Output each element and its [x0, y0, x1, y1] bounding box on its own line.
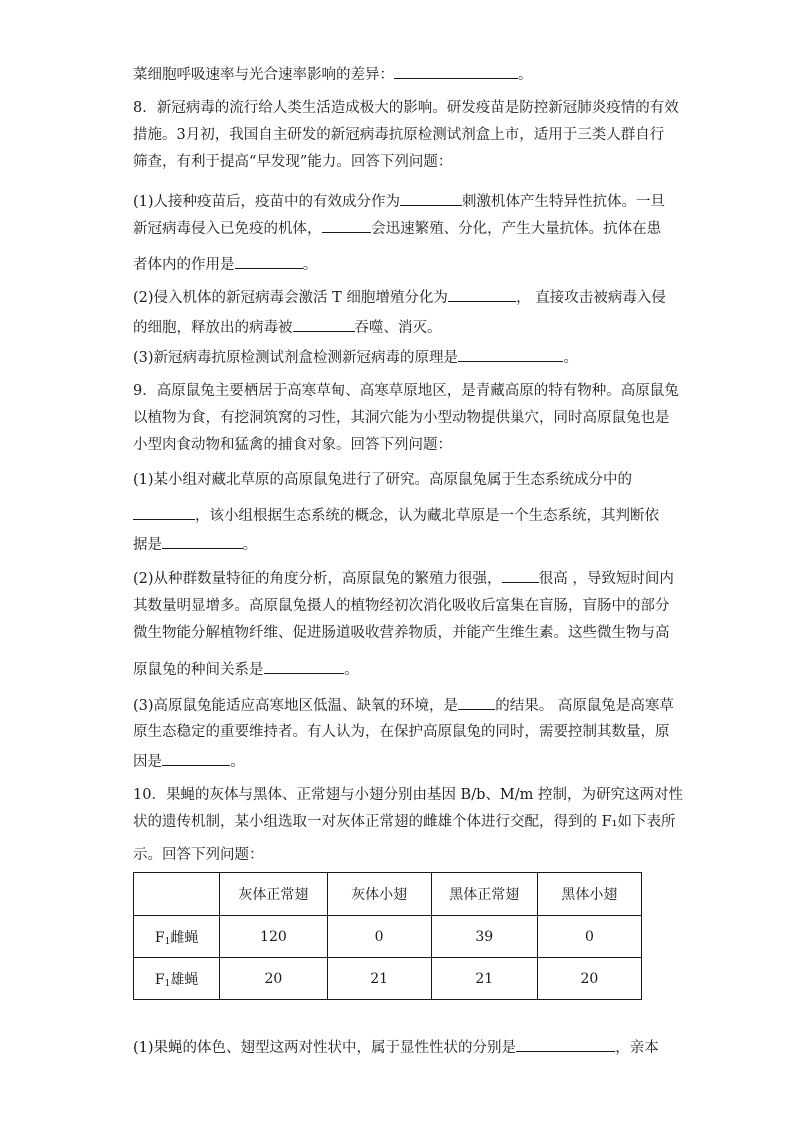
table-corner-cell: [134, 873, 220, 916]
text-line: [133, 505, 659, 526]
line-text: 者体内的作用是: [133, 257, 235, 273]
text-line: 其数量明显增多。高原鼠兔摄人的植物经初次消化吸收后富集在盲肠，盲肠中的部分: [133, 598, 670, 614]
answer-blank[interactable]: [162, 534, 243, 549]
text-line: [133, 534, 257, 555]
table-cell: 21: [327, 958, 431, 1000]
line-text: 。: [230, 754, 245, 770]
line-text: (2)侵入机体的新冠病毒会激活 T 细胞增殖分化为: [133, 290, 448, 306]
text-line: [133, 191, 665, 212]
line-text: (3)新冠病毒抗原检测试剂盒检测新冠病毒的原理是: [133, 350, 459, 366]
line-text: 的细胞，释放出的病毒被: [133, 320, 293, 336]
line-text: (1)果蝇的体色、翅型这两对性状中，属于显性性状的分别是: [133, 1040, 517, 1056]
text-line: [133, 568, 674, 589]
line-text: ，该小组根据生态系统的概念，认为藏北草原是一个生态系统，其判断依: [195, 508, 659, 524]
text-line: 小型肉食动物和猛禽的捕食对象。回答下列问题：: [133, 437, 452, 453]
answer-blank[interactable]: [264, 659, 345, 674]
text-line: [133, 254, 317, 275]
table-header-cell: 灰体小翅: [327, 873, 431, 916]
line-text: 。: [302, 257, 318, 273]
text-line: (1)某小组对藏北草原的高原鼠兔进行了研究。高原鼠兔属于生态系统成分中的: [133, 472, 633, 488]
table-header-cell: 灰体正常翅: [220, 873, 327, 916]
text-line: 微生物能分解植物纤维、促进肠道吸收营养物质，并能产生维生素。这些微生物与高: [133, 625, 670, 641]
line-text: 吞噬、消灭。: [354, 320, 442, 336]
text-line: [133, 64, 533, 85]
line-text: 菜细胞呼吸速率与光合速率影响的差异：: [133, 67, 394, 83]
text-line: 9．高原鼠兔主要栖居于高寒草甸、高寒草原地区，是青藏高原的特有物种。高原鼠兔: [133, 383, 679, 399]
answer-blank[interactable]: [394, 64, 518, 79]
text-line: [133, 317, 442, 338]
table-row: [134, 958, 642, 1000]
table-row: [134, 916, 642, 958]
table-cell: 20: [220, 958, 327, 1000]
line-text: 原鼠兔的种间关系是: [133, 662, 264, 678]
answer-blank[interactable]: [502, 568, 539, 583]
text-line: 示。回答下列问题：: [133, 847, 264, 863]
row-label-male: $F_1$雄蝇: [134, 958, 220, 1000]
line-text: (3)高原鼠兔能适应高寒地区低温、缺氧的环境，是: [133, 698, 459, 714]
text-line: 10．果蝇的灰体与黑体、正常翅与小翅分别由基因 B/b、M/m 控制，为研究这两对性: [133, 787, 683, 803]
text-line: 原生态稳定的重要维持者。有人认为，在保护高原鼠兔的同时，需要控制其数量，原: [133, 724, 670, 740]
line-text: (2)从种群数量特征的角度分析，高原鼠兔的繁殖力很强，: [133, 571, 502, 587]
text-line: 以植物为食，有挖洞筑窝的习性，其洞穴能为小型动物提供巢穴，同时高原鼠兔也是: [133, 410, 670, 426]
table-cell: 39: [431, 916, 537, 958]
table-header-row: [134, 873, 642, 916]
text-line: 状的遗传机制，某小组选取一对灰体正常翅的雌雄个体进行交配，得到的 F₁如下表所: [133, 814, 676, 830]
line-text: 。: [563, 350, 578, 366]
text-line: 筛查，有利于提高“早发现”能力。回答下列问题：: [133, 154, 453, 170]
answer-blank[interactable]: [400, 191, 462, 206]
text-line: [133, 695, 674, 716]
text-line: [133, 347, 578, 368]
line-text: 。: [242, 537, 258, 553]
line-text: 新冠病毒侵入已免疫的机体，: [133, 221, 322, 237]
line-text: 很高 ，导致短时间内: [538, 571, 674, 587]
line-text: (1)人接种疫苗后，疫苗中的有效成分作为: [133, 194, 401, 210]
text-line: 措施。3月初，我国自主研发的新冠病毒抗原检测试剂盒上市，适用于三类人群自行: [133, 127, 665, 143]
answer-blank[interactable]: [133, 505, 195, 520]
row-label-female: $F_1$雌蝇: [134, 916, 220, 958]
answer-blank[interactable]: [293, 317, 355, 332]
answer-blank[interactable]: [458, 695, 495, 710]
line-text: 据是: [133, 537, 162, 553]
line-text: 因是: [133, 754, 162, 770]
f1-results-table: [133, 872, 642, 1000]
text-line: [133, 751, 245, 772]
line-text: 。: [344, 662, 359, 678]
answer-blank[interactable]: [448, 287, 516, 302]
text-line: 8．新冠病毒的流行给人类生活造成极大的影响。研发疫苗是防控新冠肺炎疫情的有效: [133, 100, 679, 116]
answer-blank[interactable]: [162, 751, 230, 766]
line-text: 刺激机体产生特异性抗体。一旦: [462, 194, 666, 210]
table-cell: 120: [220, 916, 327, 958]
table-cell: 21: [431, 958, 537, 1000]
answer-blank[interactable]: [322, 218, 372, 233]
answer-blank[interactable]: [458, 347, 563, 362]
text-line: [133, 1037, 659, 1058]
line-text: 会迅速繁殖、分化，产生大量抗体。抗体在患: [371, 221, 662, 237]
line-text: ， 直接攻击被病毒入侵: [516, 290, 666, 306]
text-line: [133, 287, 666, 308]
table-header-cell: 黑体正常翅: [431, 873, 537, 916]
table-header-cell: 黑体小翅: [537, 873, 641, 916]
answer-blank[interactable]: [235, 254, 303, 269]
line-text: 的结果。 高原鼠兔是高寒草: [495, 698, 674, 714]
text-line: [133, 218, 661, 239]
table-cell: 0: [327, 916, 431, 958]
table-cell: 20: [537, 958, 641, 1000]
table-cell: 0: [537, 916, 641, 958]
answer-blank[interactable]: [516, 1037, 615, 1052]
text-line: [133, 659, 359, 680]
line-text: ，亲本: [615, 1040, 659, 1056]
line-text: 。: [518, 67, 533, 83]
